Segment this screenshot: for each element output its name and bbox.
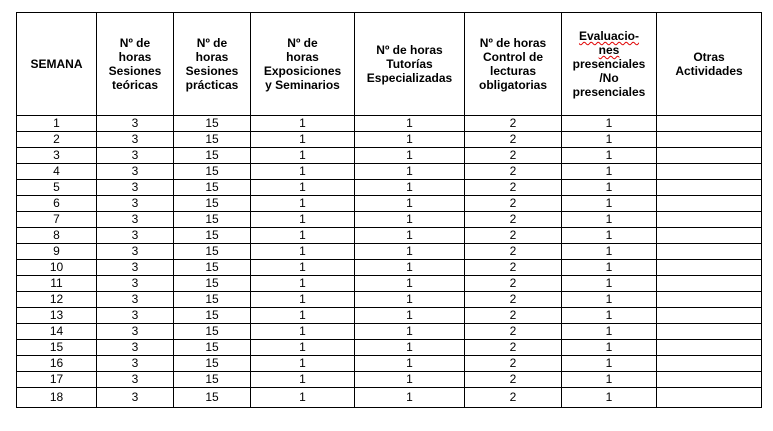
cell-other	[657, 340, 762, 356]
cell-theory: 3	[97, 132, 174, 148]
cell-practice: 15	[174, 372, 251, 388]
cell-theory: 3	[97, 372, 174, 388]
cell-seminars: 1	[251, 356, 355, 372]
header-practice-hours	[174, 13, 251, 116]
cell-seminars: 1	[251, 308, 355, 324]
table-row	[17, 196, 762, 212]
table-row	[17, 180, 762, 196]
cell-other	[657, 164, 762, 180]
cell-tutoring: 1	[355, 388, 465, 408]
cell-practice: 15	[174, 292, 251, 308]
header-line: Tutorías	[386, 57, 433, 71]
header-line: /No	[599, 71, 619, 85]
header-line: obligatorias	[478, 78, 547, 92]
cell-reading: 2	[465, 276, 562, 292]
cell-evaluations: 1	[562, 340, 657, 356]
header-other-activities	[657, 13, 762, 116]
cell-reading: 2	[465, 164, 562, 180]
cell-practice: 15	[174, 356, 251, 372]
cell-week: 10	[17, 260, 97, 276]
cell-theory: 3	[97, 148, 174, 164]
cell-seminars: 1	[251, 292, 355, 308]
cell-reading: 2	[465, 196, 562, 212]
cell-week: 2	[17, 132, 97, 148]
cell-tutoring: 1	[355, 164, 465, 180]
cell-week: 18	[17, 388, 97, 408]
cell-evaluations: 1	[562, 372, 657, 388]
cell-tutoring: 1	[355, 324, 465, 340]
header-line: presenciales	[572, 85, 646, 99]
header-line: lecturas	[489, 64, 537, 78]
header-evaluations	[562, 13, 657, 116]
table-row	[17, 388, 762, 408]
table-row	[17, 132, 762, 148]
table-body	[17, 116, 762, 408]
table-row	[17, 292, 762, 308]
cell-seminars: 1	[251, 244, 355, 260]
cell-reading: 2	[465, 228, 562, 244]
cell-evaluations: 1	[562, 132, 657, 148]
header-line: Nº de	[287, 36, 318, 50]
cell-other	[657, 388, 762, 408]
cell-evaluations: 1	[562, 148, 657, 164]
cell-other	[657, 180, 762, 196]
table-row	[17, 308, 762, 324]
cell-week: 11	[17, 276, 97, 292]
weekly-hours-table	[16, 12, 762, 408]
cell-other	[657, 292, 762, 308]
header-line: Nº de horas	[376, 43, 443, 57]
cell-tutoring: 1	[355, 148, 465, 164]
header-line: Nº de	[119, 36, 151, 50]
header-line: Sesiones	[185, 64, 239, 78]
cell-theory: 3	[97, 116, 174, 132]
cell-tutoring: 1	[355, 116, 465, 132]
cell-other	[657, 228, 762, 244]
cell-evaluations: 1	[562, 388, 657, 408]
cell-practice: 15	[174, 212, 251, 228]
cell-theory: 3	[97, 180, 174, 196]
cell-seminars: 1	[251, 276, 355, 292]
cell-theory: 3	[97, 260, 174, 276]
cell-evaluations: 1	[562, 308, 657, 324]
cell-tutoring: 1	[355, 212, 465, 228]
header-line: SEMANA	[30, 57, 83, 71]
table-row	[17, 116, 762, 132]
header-line: Exposiciones	[263, 64, 342, 78]
cell-seminars: 1	[251, 116, 355, 132]
cell-other	[657, 196, 762, 212]
cell-theory: 3	[97, 228, 174, 244]
cell-practice: 15	[174, 196, 251, 212]
cell-seminars: 1	[251, 372, 355, 388]
table-row	[17, 324, 762, 340]
header-line: Control de	[483, 50, 543, 64]
cell-other	[657, 244, 762, 260]
cell-tutoring: 1	[355, 228, 465, 244]
cell-reading: 2	[465, 292, 562, 308]
cell-practice: 15	[174, 164, 251, 180]
cell-other	[657, 276, 762, 292]
cell-practice: 15	[174, 388, 251, 408]
table-row	[17, 340, 762, 356]
cell-evaluations: 1	[562, 324, 657, 340]
cell-tutoring: 1	[355, 356, 465, 372]
cell-tutoring: 1	[355, 196, 465, 212]
cell-seminars: 1	[251, 260, 355, 276]
cell-evaluations: 1	[562, 196, 657, 212]
cell-practice: 15	[174, 244, 251, 260]
cell-tutoring: 1	[355, 260, 465, 276]
cell-seminars: 1	[251, 388, 355, 408]
cell-practice: 15	[174, 324, 251, 340]
cell-week: 9	[17, 244, 97, 260]
cell-reading: 2	[465, 132, 562, 148]
cell-seminars: 1	[251, 196, 355, 212]
header-line: presenciales	[572, 57, 646, 71]
cell-tutoring: 1	[355, 244, 465, 260]
cell-week: 6	[17, 196, 97, 212]
cell-evaluations: 1	[562, 292, 657, 308]
cell-evaluations: 1	[562, 356, 657, 372]
cell-theory: 3	[97, 164, 174, 180]
cell-evaluations: 1	[562, 164, 657, 180]
cell-other	[657, 132, 762, 148]
cell-seminars: 1	[251, 148, 355, 164]
header-line: Sesiones	[108, 64, 162, 78]
cell-tutoring: 1	[355, 340, 465, 356]
cell-other	[657, 148, 762, 164]
header-line: horas	[118, 50, 152, 64]
cell-other	[657, 260, 762, 276]
header-line: Especializadas	[366, 71, 453, 85]
header-line-wrap	[562, 43, 656, 57]
cell-practice: 15	[174, 276, 251, 292]
cell-other	[657, 372, 762, 388]
cell-week: 7	[17, 212, 97, 228]
cell-reading: 2	[465, 260, 562, 276]
header-line: prácticas	[185, 78, 239, 92]
cell-tutoring: 1	[355, 132, 465, 148]
table-row	[17, 276, 762, 292]
cell-reading: 2	[465, 388, 562, 408]
cell-week: 1	[17, 116, 97, 132]
header-tutoring-hours	[355, 13, 465, 116]
table-row	[17, 372, 762, 388]
cell-week: 13	[17, 308, 97, 324]
header-line: y Seminarios	[265, 78, 340, 92]
cell-seminars: 1	[251, 180, 355, 196]
cell-practice: 15	[174, 148, 251, 164]
cell-other	[657, 212, 762, 228]
cell-seminars: 1	[251, 228, 355, 244]
cell-practice: 15	[174, 116, 251, 132]
cell-tutoring: 1	[355, 292, 465, 308]
cell-week: 12	[17, 292, 97, 308]
cell-practice: 15	[174, 340, 251, 356]
table-row	[17, 212, 762, 228]
cell-reading: 2	[465, 212, 562, 228]
cell-theory: 3	[97, 388, 174, 408]
cell-other	[657, 324, 762, 340]
cell-seminars: 1	[251, 132, 355, 148]
cell-tutoring: 1	[355, 308, 465, 324]
cell-week: 8	[17, 228, 97, 244]
cell-evaluations: 1	[562, 180, 657, 196]
cell-reading: 2	[465, 244, 562, 260]
cell-theory: 3	[97, 212, 174, 228]
cell-theory: 3	[97, 292, 174, 308]
header-reading-control-hours	[465, 13, 562, 116]
header-line: Evaluacio-	[578, 29, 640, 43]
cell-practice: 15	[174, 132, 251, 148]
cell-tutoring: 1	[355, 372, 465, 388]
header-seminar-hours	[251, 13, 355, 116]
cell-seminars: 1	[251, 324, 355, 340]
cell-evaluations: 1	[562, 228, 657, 244]
cell-other	[657, 308, 762, 324]
header-line: horas	[286, 50, 319, 64]
cell-theory: 3	[97, 196, 174, 212]
cell-seminars: 1	[251, 164, 355, 180]
cell-evaluations: 1	[562, 244, 657, 260]
cell-theory: 3	[97, 356, 174, 372]
header-line: Actividades	[675, 64, 743, 78]
cell-seminars: 1	[251, 340, 355, 356]
cell-reading: 2	[465, 116, 562, 132]
cell-practice: 15	[174, 228, 251, 244]
cell-evaluations: 1	[562, 276, 657, 292]
header-line: teóricas	[111, 78, 159, 92]
table-row	[17, 164, 762, 180]
header-semana	[17, 13, 97, 116]
cell-evaluations: 1	[562, 260, 657, 276]
cell-theory: 3	[97, 340, 174, 356]
cell-other	[657, 356, 762, 372]
cell-tutoring: 1	[355, 180, 465, 196]
table-row	[17, 260, 762, 276]
cell-theory: 3	[97, 308, 174, 324]
header-line: Otras	[693, 50, 725, 64]
cell-reading: 2	[465, 180, 562, 196]
cell-week: 15	[17, 340, 97, 356]
header-line: nes	[598, 43, 620, 57]
cell-practice: 15	[174, 260, 251, 276]
table-row	[17, 356, 762, 372]
cell-week: 14	[17, 324, 97, 340]
cell-reading: 2	[465, 356, 562, 372]
cell-theory: 3	[97, 324, 174, 340]
table-row	[17, 228, 762, 244]
cell-week: 16	[17, 356, 97, 372]
cell-reading: 2	[465, 324, 562, 340]
table-row	[17, 148, 762, 164]
header-theory-hours	[97, 13, 174, 116]
cell-reading: 2	[465, 372, 562, 388]
cell-week: 5	[17, 180, 97, 196]
cell-theory: 3	[97, 244, 174, 260]
header-line: Nº de horas	[479, 36, 547, 50]
header-row	[17, 13, 762, 116]
cell-reading: 2	[465, 308, 562, 324]
cell-practice: 15	[174, 308, 251, 324]
cell-reading: 2	[465, 148, 562, 164]
cell-tutoring: 1	[355, 276, 465, 292]
cell-week: 17	[17, 372, 97, 388]
cell-reading: 2	[465, 340, 562, 356]
header-line-wrap	[562, 29, 656, 43]
cell-seminars: 1	[251, 212, 355, 228]
cell-evaluations: 1	[562, 116, 657, 132]
header-line: horas	[195, 50, 229, 64]
header-line: Nº de	[196, 36, 228, 50]
cell-theory: 3	[97, 276, 174, 292]
cell-other	[657, 116, 762, 132]
cell-practice: 15	[174, 180, 251, 196]
cell-week: 4	[17, 164, 97, 180]
cell-evaluations: 1	[562, 212, 657, 228]
table-row	[17, 244, 762, 260]
cell-week: 3	[17, 148, 97, 164]
